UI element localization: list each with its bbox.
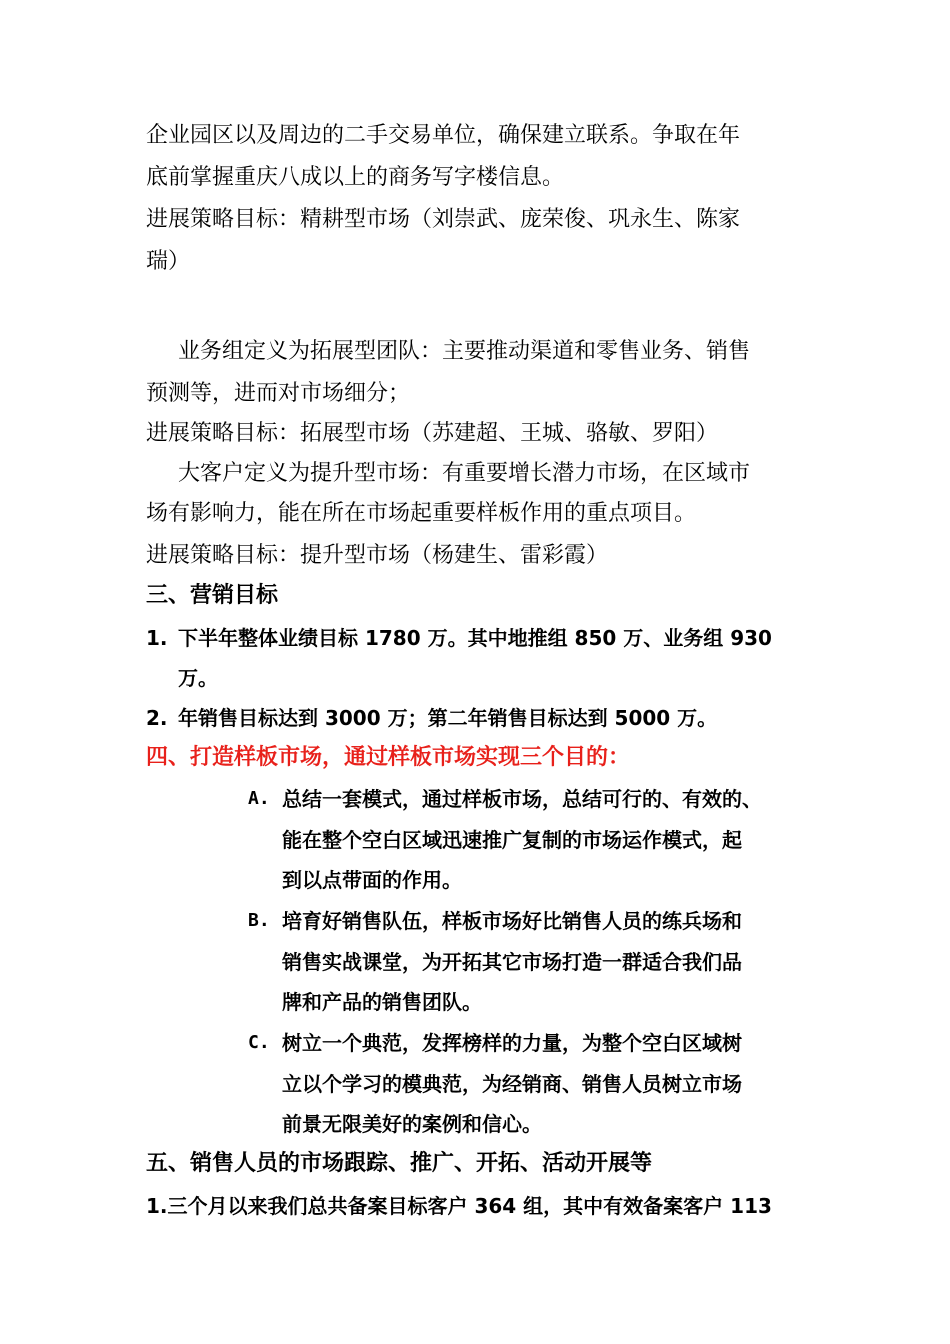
list-marker: A. <box>248 788 270 809</box>
paragraph-line: 底前掌握重庆八成以上的商务写字楼信息。 <box>146 165 565 190</box>
paragraph-line: 瑞） <box>146 249 191 274</box>
list-item-text: 到以点带面的作用。 <box>282 868 462 892</box>
list-item-text: 立以个学习的模典范，为经销商、销售人员树立市场 <box>282 1072 742 1096</box>
list-item-text: 树立一个典范，发挥榜样的力量，为整个空白区域树 <box>282 1031 742 1055</box>
list-item-text: 总结一套模式，通过样板市场，总结可行的、有效的、 <box>282 787 762 811</box>
list-marker: C. <box>248 1032 270 1053</box>
paragraph-line: 业务组定义为拓展型团队：主要推动渠道和零售业务、销售 <box>178 339 751 364</box>
paragraph-line: 进展策略目标：拓展型市场（苏建超、王城、骆敏、罗阳） <box>146 421 719 446</box>
list-number: 2. <box>146 706 168 730</box>
list-item-text: 年销售目标达到 3000 万；第二年销售目标达到 5000 万。 <box>178 706 718 730</box>
list-item-text: 培育好销售队伍，样板市场好比销售人员的练兵场和 <box>282 909 742 933</box>
section-heading: 三、营销目标 <box>146 583 279 608</box>
list-item-text: 万。 <box>178 666 218 690</box>
paragraph-line: 场有影响力，能在所在市场起重要样板作用的重点项目。 <box>146 501 697 526</box>
list-item-text: 销售实战课堂，为开拓其它市场打造一群适合我们品 <box>282 950 742 974</box>
list-item-text: 牌和产品的销售团队。 <box>282 990 482 1014</box>
list-item-text: 1.三个月以来我们总共备案目标客户 364 组，其中有效备案客户 113 <box>146 1194 772 1218</box>
paragraph-line: 企业园区以及周边的二手交易单位，确保建立联系。争取在年 <box>146 123 741 148</box>
paragraph-line: 进展策略目标：精耕型市场（刘崇武、庞荣俊、巩永生、陈家 <box>146 207 741 232</box>
paragraph-line: 大客户定义为提升型市场：有重要增长潜力市场，在区域市 <box>178 461 751 486</box>
list-item-text: 前景无限美好的案例和信心。 <box>282 1112 542 1136</box>
section-heading: 五、销售人员的市场跟踪、推广、开拓、活动开展等 <box>146 1151 653 1176</box>
list-item-text: 下半年整体业绩目标 1780 万。其中地推组 850 万、业务组 930 <box>178 626 772 650</box>
list-marker: B. <box>248 910 270 931</box>
list-number: 1. <box>146 626 168 650</box>
paragraph-line: 预测等，进而对市场细分； <box>146 381 411 406</box>
list-item-text: 能在整个空白区域迅速推广复制的市场运作模式，起 <box>282 828 742 852</box>
section-heading-highlight: 四、打造样板市场，通过样板市场实现三个目的： <box>146 745 631 770</box>
paragraph-line: 进展策略目标：提升型市场（杨建生、雷彩霞） <box>146 543 609 568</box>
